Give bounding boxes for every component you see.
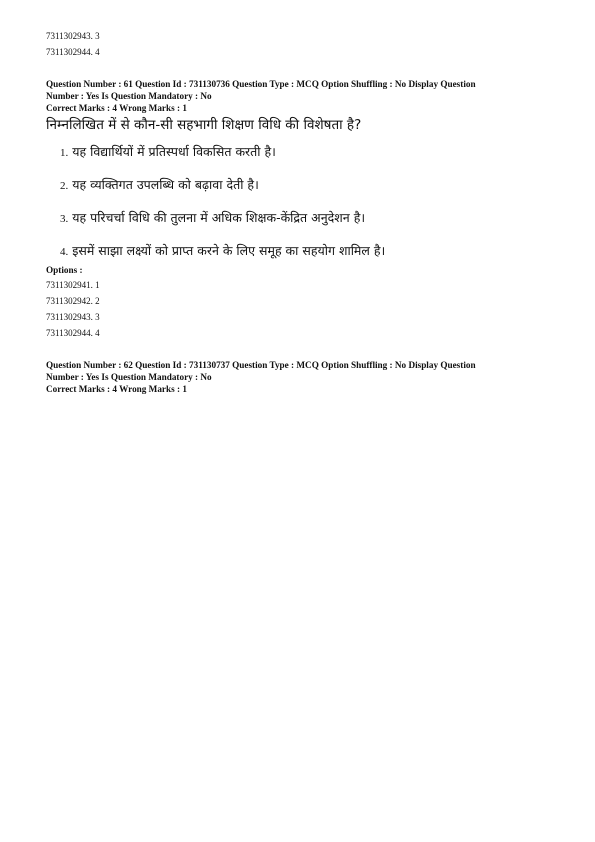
option-line: 7311302944. 4 <box>46 328 100 338</box>
choice-number: 3. <box>60 213 69 225</box>
choice-number: 1. <box>60 147 69 159</box>
choice-text: इसमें साझा लक्ष्यों को प्राप्त करने के लिए समूह का सहयोग शामिल है। <box>72 243 386 258</box>
choice-1 <box>60 143 556 162</box>
question-62 <box>46 359 556 395</box>
option-line: 7311302941. 1 <box>46 280 100 290</box>
question-meta-line1: Question Number : 62 Question Id : 731130737 Question Type : MCQ Option Shuffling : No Display Question <box>46 360 476 370</box>
option-line: 7311302943. 3 <box>46 31 100 41</box>
question-marks: Correct Marks : 4 Wrong Marks : 1 <box>46 103 187 113</box>
question-meta-line1: Question Number : 61 Question Id : 731130736 Question Type : MCQ Option Shuffling : No Display Question <box>46 79 476 89</box>
choice-text: यह परिचर्चा विधि की तुलना में अधिक शिक्षक-केंद्रित अनुदेशन है। <box>72 210 366 225</box>
question-61 <box>46 78 556 341</box>
option-line: 7311302942. 2 <box>46 296 100 306</box>
choice-text: यह व्यक्तिगत उपलब्धि को बढ़ावा देती है। <box>72 177 259 192</box>
options-label: Options : <box>46 265 83 275</box>
page <box>46 28 556 395</box>
option-line: 7311302943. 3 <box>46 312 100 322</box>
question-marks: Correct Marks : 4 Wrong Marks : 1 <box>46 384 187 394</box>
question-meta-line2: Number : Yes Is Question Mandatory : No <box>46 372 212 382</box>
choice-text: यह विद्यार्थियों में प्रतिस्पर्धा विकसित करती है। <box>72 144 276 159</box>
choice-list <box>46 143 556 261</box>
question-meta-line2: Number : Yes Is Question Mandatory : No <box>46 91 212 101</box>
choice-2 <box>60 176 556 195</box>
choice-number: 4. <box>60 246 69 258</box>
question-text: निम्नलिखित में से कौन-सी सहभागी शिक्षण विधि की विशेषता है? <box>46 117 362 133</box>
previous-options <box>46 28 556 60</box>
choice-number: 2. <box>60 180 69 192</box>
option-line: 7311302944. 4 <box>46 47 100 57</box>
options-list <box>46 277 556 341</box>
choice-3 <box>60 209 556 228</box>
choice-4 <box>60 242 556 261</box>
